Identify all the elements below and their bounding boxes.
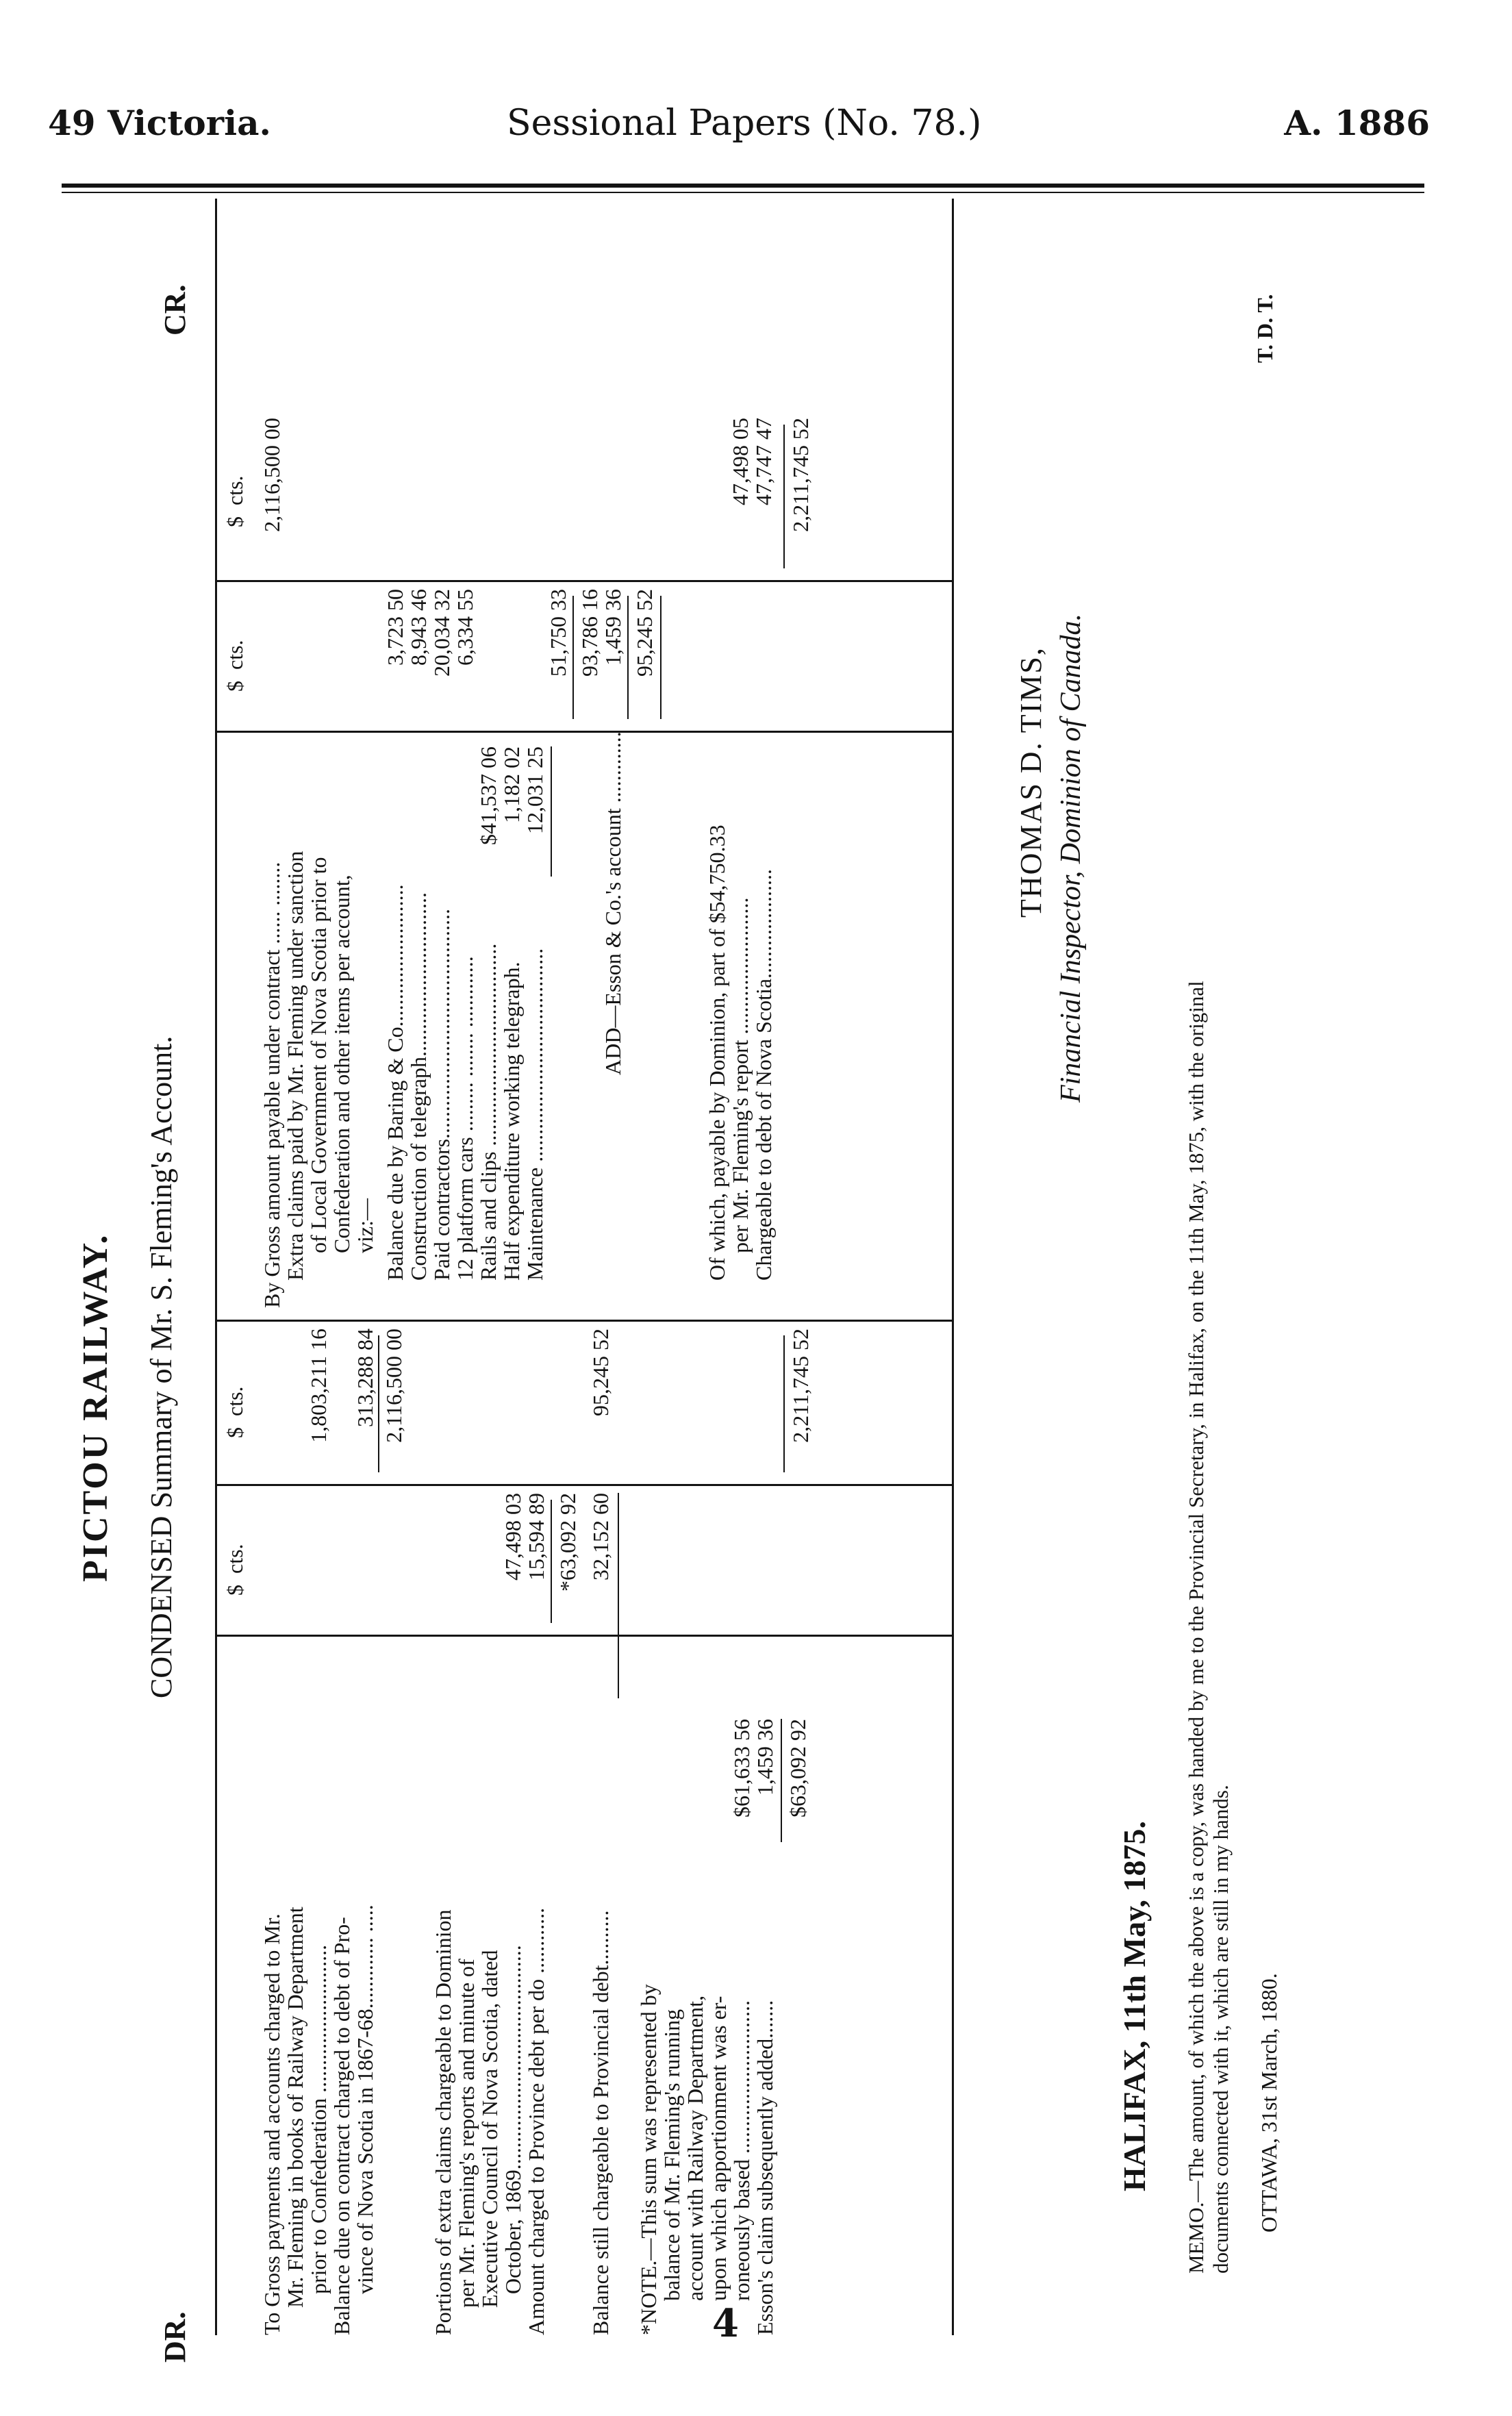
credit-line-2d: viz:— <box>353 1198 377 1253</box>
credit-grand-rule <box>783 425 785 568</box>
credit-add-amount: 1,459 36 <box>601 589 625 666</box>
table-bottom-rule <box>952 199 954 2335</box>
place-date: HALIFAX, 11th May, 1875. <box>1117 1821 1152 2191</box>
debit-balance-total: 95,245 52 <box>588 1329 613 1416</box>
debit-note-rule <box>618 1493 619 1698</box>
debit-inner-total: *63,092 92 <box>555 1493 580 1591</box>
credit-total-11: 47,747 47 <box>751 418 776 505</box>
credit-cents-col-left <box>215 731 952 733</box>
memo-line-2: documents connected with it, which are still in my hands. <box>1209 1785 1233 2274</box>
debit-inner-rule <box>551 1500 552 1623</box>
debit-amount-2: 313,288 84 <box>353 1329 377 1427</box>
debit-grand-rule <box>783 1335 785 1472</box>
credit-col-head-1: $ cts. <box>223 640 247 692</box>
credit-line-2b: of Local Government of Nova Scotia prior to <box>306 857 331 1253</box>
debit-note-4: upon which apportionment was er- <box>706 1996 731 2301</box>
header-year: A. 1886 <box>1284 103 1430 143</box>
table-top-rule <box>215 199 217 2335</box>
credit-line-6: 12 platform cars ......... ........ ............. <box>453 956 477 1281</box>
credit-sum-2: 95,245 52 <box>632 589 657 677</box>
credit-amount-4: 8,943 46 <box>406 589 431 666</box>
header-sessional-papers: Sessional Papers (No. 78.) <box>507 103 982 144</box>
debit-amount-3: 47,498 03 <box>501 1493 525 1581</box>
debit-note-5: roneously based ............................ <box>729 2000 754 2301</box>
credit-sum2-underline <box>660 596 662 719</box>
credit-amount-5: 20,034 32 <box>429 589 454 677</box>
debit-line-1b: Mr. Fleming in books of Railway Department <box>283 1907 307 2308</box>
signature-name: THOMAS D. TIMS, <box>1014 646 1048 918</box>
dr-cr-divider <box>215 1320 952 1322</box>
debit-note-total: $63,092 92 <box>785 1719 810 1817</box>
credit-line-11: Chargeable to debt of Nova Scotia.................... <box>751 868 776 1281</box>
table-subtitle: CONDENSED Summary of Mr. S. Fleming's Account. <box>144 1035 178 1698</box>
memo-line-1: MEMO.—The amount, of which the above is a copy, was handed by me to the Provincial Secretary, in Halifax, on the 11th May, 1875, with the original <box>1184 981 1208 2274</box>
credit-total-col-left <box>215 580 952 582</box>
debit-line-5: Balance still chargeable to Provincial debt.......... <box>588 1910 613 2335</box>
header-rule-thin <box>62 192 1424 193</box>
table-title: PICTOU RAILWAY. <box>76 1233 115 1582</box>
debit-amount-5: 32,152 60 <box>588 1493 613 1581</box>
debit-note-3: account with Railway Department, <box>683 1995 707 2301</box>
signature-title: Financial Inspector, Dominion of Canada. <box>1055 614 1087 1103</box>
credit-line-1: By Gross amount payable under contract ...... ........ <box>260 861 284 1308</box>
debit-col-head-1: $ cts. <box>223 1544 247 1596</box>
page-number: 4 <box>712 2301 739 2346</box>
debit-line-3a: Portions of extra claims chargeable to Dominion <box>431 1909 455 2335</box>
credit-amount-3: 3,723 50 <box>383 589 407 666</box>
debit-col-head-2: $ cts. <box>223 1386 247 1438</box>
rotated-account-table <box>62 199 1404 2390</box>
header-session: 49 Victoria. <box>48 103 271 143</box>
credit-amount-7: $41,537 06 <box>476 746 501 845</box>
credit-line-7: Rails and clips ..................................... <box>476 943 501 1281</box>
debit-subtotal: 2,116,500 00 <box>381 1329 406 1443</box>
debit-amount-1: 1,803,211 16 <box>306 1329 331 1443</box>
credit-line-4: Construction of telegraph.............................. <box>406 892 431 1281</box>
credit-subtotal-9: 51,750 33 <box>546 589 570 677</box>
credit-line-10a: Of which, payable by Dominion, part of $54,750.33 <box>705 825 729 1281</box>
ottawa-date: OTTAWA, 31st March, 1880. <box>1257 1973 1281 2232</box>
debit-note-amount-6: 1,459 36 <box>753 1719 777 1796</box>
debit-cents-col-left <box>215 1635 952 1637</box>
debit-note-amount-5: $61,633 56 <box>729 1719 754 1817</box>
debit-line-3d: October, 1869......................................... <box>501 1945 525 2294</box>
credit-add-line: ADD—Esson & Co.'s account ............. <box>601 731 625 1075</box>
credit-amount-8: 1,182 02 <box>499 746 524 823</box>
credit-line-5: Paid contractors.......................................... <box>429 908 454 1281</box>
debit-note-6: Esson's claim subsequently added....... <box>753 2000 777 2335</box>
debit-line-2b: vince of Nova Scotia in 1867-68............. ..... <box>353 1904 377 2294</box>
debit-note-2: balance of Mr. Fleming's running <box>659 2009 684 2301</box>
debit-line-1c: prior to Confederation ........................... <box>306 1944 331 2294</box>
credit-amount-9: 12,031 25 <box>522 746 547 834</box>
credit-sum-rule <box>572 596 574 719</box>
credit-amount-6: 6,334 55 <box>453 589 477 666</box>
debit-line-2a: Balance due on contract charged to debt of Pro- <box>329 1917 354 2335</box>
credit-sum2-rule <box>627 596 629 719</box>
credit-total-1: 2,116,500 00 <box>260 418 284 532</box>
credit-grand-total: 2,211,745 52 <box>788 418 813 532</box>
debit-line-3b: per Mr. Fleming's reports and minute of <box>454 1959 479 2308</box>
debit-note-1: *NOTE.—This sum was represented by <box>636 1984 661 2335</box>
debit-line-1a: To Gross payments and accounts charged to Mr. <box>260 1913 284 2335</box>
debit-grand-total: 2,211,745 52 <box>788 1329 813 1443</box>
credit-sum-1: 93,786 16 <box>577 589 602 677</box>
dr-label: DR. <box>158 2311 192 2363</box>
credit-total-10: 47,498 05 <box>728 418 753 505</box>
debit-note-total-rule <box>781 1719 782 1842</box>
credit-line-3: Balance due by Baring & Co.......................... <box>383 884 407 1281</box>
credit-col-head-2: $ cts. <box>223 475 247 527</box>
debit-total-col-left <box>215 1484 952 1486</box>
credit-line-2c: Confederation and other items per account, <box>329 874 354 1253</box>
cr-label: CR. <box>158 284 192 336</box>
debit-subtotal-rule <box>378 1335 379 1472</box>
debit-line-3c: Executive Council of Nova Scotia, dated <box>477 1950 502 2308</box>
credit-line-10b: per Mr. Fleming's report ......................... <box>728 897 753 1253</box>
header-rule-thick <box>62 184 1424 188</box>
initials: T. D. T. <box>1252 294 1277 363</box>
credit-line-8: Half expenditure working telegraph. <box>499 961 524 1281</box>
credit-line-9: Maintenance ....................................... <box>522 948 547 1281</box>
credit-line-2a: Extra claims paid by Mr. Fleming under sanction <box>283 851 307 1281</box>
credit-inner-rule <box>551 746 552 877</box>
debit-amount-4: 15,594 89 <box>524 1493 549 1581</box>
debit-line-4: Amount charged to Province debt per do ............ <box>524 1907 549 2335</box>
